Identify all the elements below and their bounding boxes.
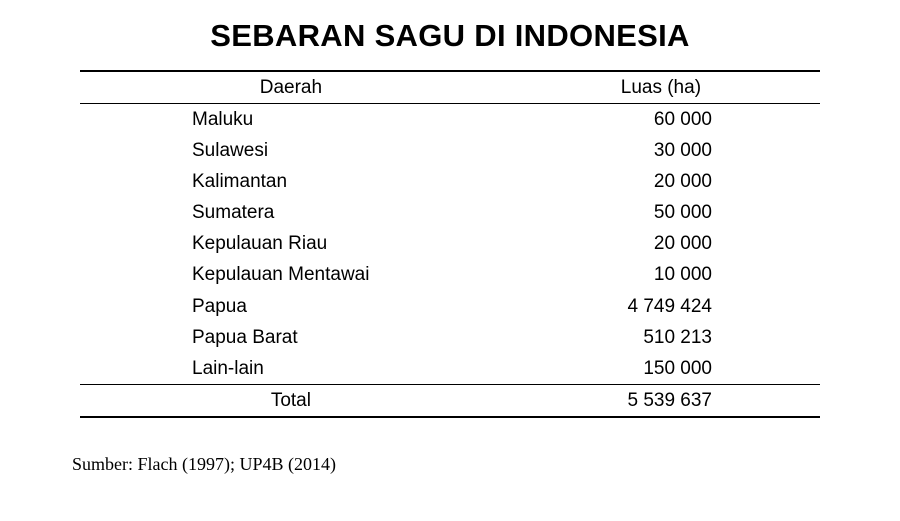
source-note: Sumber: Flach (1997); UP4B (2014) bbox=[72, 453, 336, 474]
table-row bbox=[80, 322, 820, 353]
cell-daerah: Sumatera bbox=[192, 202, 275, 224]
cell-daerah: Kepulauan Mentawai bbox=[192, 264, 370, 286]
cell-luas: 60 000 bbox=[502, 104, 820, 136]
cell-daerah: Kalimantan bbox=[192, 171, 288, 193]
table-row bbox=[80, 353, 820, 385]
cell-daerah: Kepulauan Riau bbox=[192, 233, 328, 255]
table-row bbox=[80, 259, 820, 290]
cell-luas: 20 000 bbox=[653, 233, 712, 255]
cell-daerah: Papua Barat bbox=[192, 326, 298, 348]
cell-luas: 50 000 bbox=[653, 202, 712, 224]
cell-daerah: Maluku bbox=[80, 104, 502, 136]
table-bottom-rule bbox=[80, 417, 820, 424]
page-title: SEBARAN SAGU DI INDONESIA bbox=[210, 18, 690, 53]
cell-daerah: Sulawesi bbox=[192, 140, 269, 162]
table-row bbox=[80, 166, 820, 197]
table-row bbox=[80, 135, 820, 166]
cell-daerah: Papua bbox=[192, 295, 247, 317]
table-row bbox=[80, 228, 820, 259]
cell-luas: 10 000 bbox=[653, 264, 712, 286]
column-header-daerah: Daerah bbox=[80, 71, 502, 104]
column-header-luas: Luas (ha) bbox=[502, 71, 820, 104]
total-luas: 5 539 637 bbox=[502, 384, 820, 417]
cell-luas: 510 213 bbox=[643, 326, 712, 348]
table-row bbox=[80, 104, 820, 136]
table-container bbox=[80, 70, 820, 424]
cell-daerah: Lain-lain bbox=[192, 357, 264, 379]
cell-luas: 20 000 bbox=[653, 171, 712, 193]
cell-luas: 30 000 bbox=[653, 140, 712, 162]
table-total-row bbox=[80, 384, 820, 417]
total-label: Total bbox=[80, 384, 502, 417]
sago-distribution-table bbox=[80, 70, 820, 424]
cell-luas: 150 000 bbox=[643, 357, 712, 379]
cell-luas: 4 749 424 bbox=[627, 295, 712, 317]
table-header-row bbox=[80, 71, 820, 104]
table-row bbox=[80, 291, 820, 322]
rule-cell-left bbox=[80, 417, 502, 424]
table-row bbox=[80, 197, 820, 228]
rule-cell-right bbox=[502, 417, 820, 424]
